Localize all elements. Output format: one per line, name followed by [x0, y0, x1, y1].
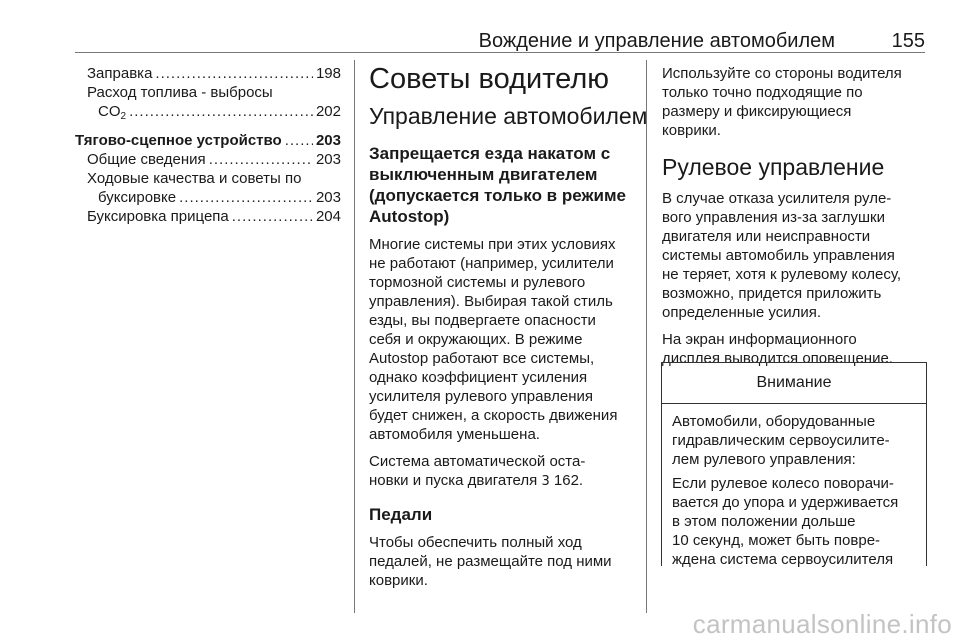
toc-section-page: 203 — [315, 132, 341, 149]
chapter-heading: Советы водителю — [369, 63, 609, 95]
toc-entry-label: Заправка — [87, 65, 153, 82]
steering-heading: Рулевое управление — [662, 154, 885, 180]
toc-entry[interactable] — [75, 83, 341, 102]
toc-entry[interactable] — [75, 150, 341, 169]
right-column — [662, 64, 927, 368]
toc-section[interactable] — [75, 131, 341, 150]
toc-leader — [285, 131, 313, 150]
pedals-heading: Педали — [369, 505, 433, 524]
page-reference-number[interactable]: 162. — [553, 472, 584, 489]
watermark: carmanualsonline.info — [692, 609, 952, 639]
subscript: 2 — [120, 111, 127, 122]
toc-entry-label: Расход топлива - выбросы — [87, 84, 273, 101]
toc-entry-label: Ходовые качества и советы по — [87, 170, 302, 187]
toc-entry-page: 202 — [315, 103, 341, 120]
table-of-contents — [75, 64, 341, 226]
toc-leader — [179, 188, 313, 207]
body-paragraph: Чтобы обеспечить полный ход педалей, не размещайте под ними коврики. — [369, 534, 612, 589]
toc-entry[interactable] — [75, 169, 341, 188]
warning-heading: Запрещается езда накатом с выключенным двигателем (допускается только в режиме Autostop) — [369, 144, 627, 226]
section-heading: Управление автомобилем — [369, 103, 648, 129]
header-rule — [75, 52, 925, 53]
caution-paragraph: Если рулевое колесо поворачи- вается до упора и удерживается в этом положении дольше 10 секунд, может быть повре- ждена система сервоусилителя — [672, 475, 899, 568]
body-paragraph: Используйте со стороны водителя только точно подходящие по размеру и фиксирующиеся коврики. — [662, 65, 902, 139]
caution-box — [661, 362, 927, 566]
page-header — [75, 30, 925, 52]
toc-entry[interactable] — [75, 188, 341, 207]
caution-body — [662, 404, 926, 569]
toc-entry-label: $CO_2$ — [98, 103, 127, 122]
toc-section-label: Тягово-сцепное устройство — [75, 132, 282, 149]
page-title: Вождение и управление автомобилем — [478, 30, 835, 52]
toc-entry-page: 203 — [315, 189, 341, 206]
toc-entry-page: 204 — [315, 208, 341, 225]
body-paragraph: В случае отказа усилителя руле- вого управления из-за заглушки двигателя или неисправности системы автомобиль управления не теряет, хотя к рулевому колесу, возможно, придется приложить определенные усилия. — [662, 190, 901, 321]
toc-leader — [209, 150, 313, 169]
caution-title: Внимание — [662, 363, 926, 404]
caution-paragraph: Автомобили, оборудованные гидравлическим сервоусилите- лем рулевого управления: — [672, 413, 890, 468]
toc-entry[interactable] — [75, 207, 341, 226]
middle-column — [369, 62, 648, 590]
toc-entry-label: Общие сведения — [87, 151, 206, 168]
toc-entry[interactable] — [75, 64, 341, 83]
toc-entry-label: буксировке — [98, 189, 177, 206]
toc-leader — [232, 207, 313, 226]
page-number: 155 — [891, 30, 925, 52]
toc-leader — [155, 64, 313, 83]
toc-entry-page: 203 — [315, 151, 341, 168]
toc-entry-page: 198 — [315, 65, 341, 82]
toc-entry-label: Буксировка прицепа — [87, 208, 229, 225]
page-reference-icon[interactable]: 3 — [541, 474, 550, 489]
body-paragraph: На экран информационного дисплея выводится оповещение. — [662, 331, 893, 367]
column-divider-left — [354, 60, 355, 613]
toc-entry[interactable] — [75, 102, 341, 126]
toc-leader — [129, 102, 313, 121]
body-paragraph: Многие системы при этих условиях не работают (например, усилители тормозной системы и рулевого управления). Выбирая такой стиль езды, вы подвергаете опасности себя и окружающих. В режиме Autostop работают все системы, однако коэффициент усиления усилителя рулевого управления будет снижен, а скорость движения автомобиля уменьшена. — [369, 236, 618, 443]
column-divider-right — [646, 60, 647, 613]
body-paragraph-crossref: Система автоматической оста- новки и пуска двигателя 3 162. — [369, 453, 586, 489]
